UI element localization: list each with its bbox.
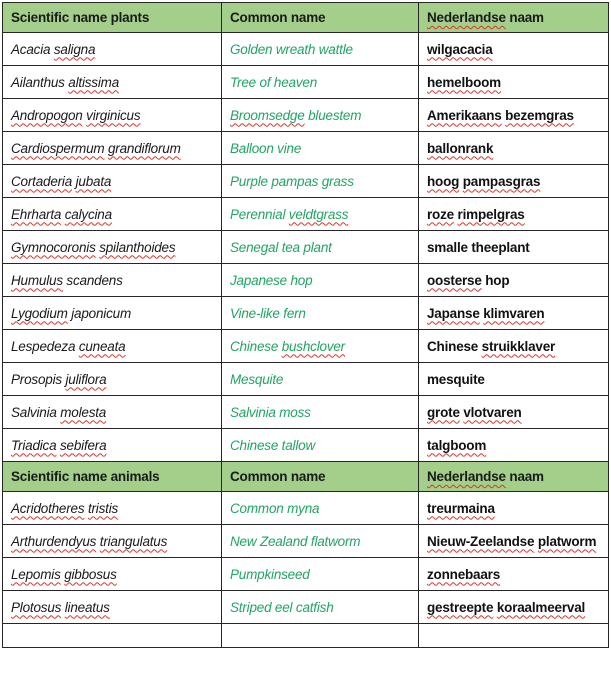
misspelled-word: hemelboom bbox=[427, 74, 501, 90]
misspelled-word: struikklaver bbox=[481, 338, 556, 354]
animals-row-4 bbox=[3, 591, 609, 624]
plants-row-8 bbox=[3, 264, 609, 297]
plants-row-3 bbox=[3, 99, 609, 132]
cell-common[interactable] bbox=[222, 297, 419, 330]
text-segment: mesquite bbox=[427, 371, 485, 387]
cell-common[interactable] bbox=[222, 396, 419, 429]
animals-row-2 bbox=[3, 525, 609, 558]
cell-scientific[interactable] bbox=[3, 66, 222, 99]
misspelled-word: Japanse bbox=[427, 305, 480, 321]
cell-scientific[interactable] bbox=[3, 165, 222, 198]
plants-header-row bbox=[3, 3, 609, 33]
misspelled-word: juliflora bbox=[65, 371, 107, 387]
misspelled-word: Andropogon bbox=[11, 107, 83, 123]
cell-common[interactable] bbox=[222, 66, 419, 99]
misspelled-word: hoog bbox=[427, 173, 460, 189]
cell-common[interactable] bbox=[222, 558, 419, 591]
text-segment: Perennial bbox=[230, 206, 289, 222]
cell-common[interactable] bbox=[222, 429, 419, 462]
misspelled-word: Arthurdendyus bbox=[11, 533, 97, 549]
text-segment: Lespedeza bbox=[11, 338, 79, 354]
cell-common[interactable] bbox=[222, 525, 419, 558]
cell-scientific[interactable] bbox=[3, 330, 222, 363]
cell-scientific[interactable] bbox=[3, 198, 222, 231]
cell-dutch[interactable] bbox=[419, 264, 609, 297]
animals-row-3 bbox=[3, 558, 609, 591]
plants-row-13 bbox=[3, 429, 609, 462]
misspelled-word: vlotvaren bbox=[463, 404, 522, 420]
text-segment: Japanese hop bbox=[230, 272, 313, 288]
misspelled-word: Cardiospermum bbox=[11, 140, 105, 156]
empty-cell-scientific[interactable] bbox=[3, 624, 222, 648]
text-segment: Golden wreath wattle bbox=[230, 41, 353, 57]
empty-cell-common[interactable] bbox=[222, 624, 419, 648]
cell-dutch[interactable] bbox=[419, 33, 609, 66]
plants-row-1 bbox=[3, 33, 609, 66]
text-segment: Balloon vine bbox=[230, 140, 302, 156]
cell-dutch[interactable] bbox=[419, 492, 609, 525]
misspelled-word: spilanthoides bbox=[99, 239, 176, 255]
cell-common[interactable] bbox=[222, 99, 419, 132]
cell-common[interactable] bbox=[222, 492, 419, 525]
cell-scientific[interactable] bbox=[3, 492, 222, 525]
misspelled-word: talgboom bbox=[427, 437, 487, 453]
misspelled-word: jubata bbox=[75, 173, 112, 189]
text-segment: Salvinia moss bbox=[230, 404, 311, 420]
plants-header-cell-dutch[interactable] bbox=[419, 3, 609, 33]
text-segment: Mesquite bbox=[230, 371, 284, 387]
misspelled-word: calycina bbox=[64, 206, 112, 222]
cell-common[interactable] bbox=[222, 363, 419, 396]
text-segment: Tree of heaven bbox=[230, 74, 318, 90]
plants-row-6 bbox=[3, 198, 609, 231]
misspelled-word: Nieuw-Zeelandse bbox=[427, 533, 535, 549]
plants-row-5 bbox=[3, 165, 609, 198]
cell-dutch[interactable] bbox=[419, 396, 609, 429]
invasive-species-table bbox=[2, 2, 609, 648]
text-segment: Acacia bbox=[11, 41, 54, 57]
cell-common[interactable] bbox=[222, 231, 419, 264]
text-segment: japonicum bbox=[67, 305, 131, 321]
misspelled-word: bezemgras bbox=[505, 107, 574, 123]
misspelled-word: Gymnocoronis bbox=[11, 239, 96, 255]
text-segment: naam bbox=[505, 469, 544, 484]
cell-scientific[interactable] bbox=[3, 231, 222, 264]
plants-row-9 bbox=[3, 297, 609, 330]
text-segment: Chinese bbox=[230, 338, 282, 354]
misspelled-word: Nederlandse bbox=[427, 469, 506, 484]
text-segment: Common name bbox=[230, 10, 326, 25]
misspelled-word: molesta bbox=[60, 404, 107, 420]
cell-common[interactable] bbox=[222, 165, 419, 198]
cell-dutch[interactable] bbox=[419, 363, 609, 396]
text-segment: Prosopis bbox=[11, 371, 66, 387]
misspelled-word: sebifera bbox=[59, 437, 107, 453]
cell-scientific[interactable] bbox=[3, 33, 222, 66]
animals-header-cell-dutch[interactable] bbox=[419, 462, 609, 492]
misspelled-word: Humulus bbox=[11, 272, 63, 288]
text-segment: Common myna bbox=[230, 500, 320, 516]
misspelled-word: gestreepte bbox=[427, 599, 494, 615]
cell-dutch[interactable] bbox=[419, 165, 609, 198]
cell-common[interactable] bbox=[222, 132, 419, 165]
text-segment: Senegal tea plant bbox=[230, 239, 332, 255]
misspelled-word: pampasgras bbox=[462, 173, 541, 189]
cell-scientific[interactable] bbox=[3, 132, 222, 165]
cell-dutch[interactable] bbox=[419, 525, 609, 558]
plants-row-11 bbox=[3, 363, 609, 396]
misspelled-word: Triadica bbox=[11, 437, 57, 453]
misspelled-word: veldtgrass bbox=[288, 206, 349, 222]
cell-scientific[interactable] bbox=[3, 558, 222, 591]
text-segment: scandens bbox=[62, 272, 123, 288]
text-segment: Pumpkinseed bbox=[230, 566, 310, 582]
text-segment: Chinese bbox=[427, 338, 482, 354]
text-segment: naam bbox=[505, 10, 544, 25]
misspelled-word: Lygodium bbox=[11, 305, 68, 321]
plants-header-cell-common[interactable] bbox=[222, 3, 419, 33]
cell-dutch[interactable] bbox=[419, 99, 609, 132]
text-segment: Scientific name animals bbox=[11, 469, 160, 484]
animals-row-1 bbox=[3, 492, 609, 525]
misspelled-word: Cortaderia bbox=[11, 173, 73, 189]
plants-row-7 bbox=[3, 231, 609, 264]
misspelled-word: klimvaren bbox=[483, 305, 545, 321]
partial-empty-row bbox=[3, 624, 609, 648]
text-segment: Vine-like fern bbox=[230, 305, 306, 321]
misspelled-word: platworm bbox=[537, 533, 597, 549]
cell-dutch[interactable] bbox=[419, 132, 609, 165]
cell-dutch[interactable] bbox=[419, 198, 609, 231]
cell-dutch[interactable] bbox=[419, 330, 609, 363]
cell-dutch[interactable] bbox=[419, 591, 609, 624]
cell-scientific[interactable] bbox=[3, 591, 222, 624]
text-segment: Common name bbox=[230, 469, 326, 484]
text-segment: New Zealand flatworm bbox=[230, 533, 361, 549]
text-segment: Chinese tallow bbox=[230, 437, 315, 453]
cell-scientific[interactable] bbox=[3, 264, 222, 297]
misspelled-word: oosterse bbox=[427, 272, 482, 288]
misspelled-word: Plotosus bbox=[11, 599, 62, 615]
animals-header-row bbox=[3, 462, 609, 492]
misspelled-word: Acridotheres bbox=[11, 500, 85, 516]
misspelled-word: ballonrank bbox=[427, 140, 494, 156]
misspelled-word: triangulatus bbox=[99, 533, 168, 549]
cell-scientific[interactable] bbox=[3, 297, 222, 330]
misspelled-word: treurmaina bbox=[427, 500, 495, 516]
text-segment: Striped eel catfish bbox=[230, 599, 334, 615]
misspelled-word: zonnebaars bbox=[427, 566, 501, 582]
cell-dutch[interactable] bbox=[419, 231, 609, 264]
plants-header-cell-scientific[interactable] bbox=[3, 3, 222, 33]
misspelled-word: tristis bbox=[87, 500, 119, 516]
misspelled-word: Broomsedge bbox=[230, 107, 305, 123]
misspelled-word: grandiflorum bbox=[108, 140, 181, 156]
plants-row-4 bbox=[3, 132, 609, 165]
misspelled-word: cuneata bbox=[78, 338, 126, 354]
misspelled-word: altissima bbox=[68, 74, 120, 90]
text-segment: Scientific name plants bbox=[11, 10, 150, 25]
misspelled-word: Nederlandse bbox=[427, 10, 506, 25]
cell-common[interactable] bbox=[222, 264, 419, 297]
text-segment: Purple pampas grass bbox=[230, 173, 354, 189]
misspelled-word: koraalmeerval bbox=[496, 599, 586, 615]
misspelled-word: wilgacacia bbox=[427, 41, 493, 57]
cell-dutch[interactable] bbox=[419, 558, 609, 591]
text-segment: bluestem bbox=[304, 107, 362, 123]
cell-scientific[interactable] bbox=[3, 99, 222, 132]
plants-row-2 bbox=[3, 66, 609, 99]
misspelled-word: Ehrharta bbox=[11, 206, 62, 222]
animals-header-cell-scientific[interactable] bbox=[3, 462, 222, 492]
cell-scientific[interactable] bbox=[3, 429, 222, 462]
animals-header-cell-common[interactable] bbox=[222, 462, 419, 492]
misspelled-word: saligna bbox=[53, 41, 96, 57]
cell-dutch[interactable] bbox=[419, 429, 609, 462]
misspelled-word: roze bbox=[427, 206, 454, 222]
misspelled-word: Lepomis bbox=[11, 566, 61, 582]
misspelled-word: gibbosus bbox=[64, 566, 117, 582]
plants-row-12 bbox=[3, 396, 609, 429]
cell-scientific[interactable] bbox=[3, 363, 222, 396]
misspelled-word: bushclover bbox=[281, 338, 345, 354]
cell-dutch[interactable] bbox=[419, 297, 609, 330]
cell-dutch[interactable] bbox=[419, 66, 609, 99]
cell-common[interactable] bbox=[222, 330, 419, 363]
misspelled-word: rimpelgras bbox=[457, 206, 525, 222]
misspelled-word: virginicus bbox=[86, 107, 141, 123]
text-segment: smalle theeplant bbox=[427, 239, 530, 255]
misspelled-word: Amerikaans bbox=[427, 107, 502, 123]
cell-common[interactable] bbox=[222, 33, 419, 66]
text-segment: Salvinia bbox=[11, 404, 61, 420]
text-segment: Ailanthus bbox=[11, 74, 69, 90]
cell-common[interactable] bbox=[222, 198, 419, 231]
cell-scientific[interactable] bbox=[3, 525, 222, 558]
misspelled-word: grote bbox=[427, 404, 460, 420]
cell-common[interactable] bbox=[222, 591, 419, 624]
plants-row-10 bbox=[3, 330, 609, 363]
empty-cell-dutch[interactable] bbox=[419, 624, 609, 648]
misspelled-word: lineatus bbox=[64, 599, 110, 615]
text-segment: hop bbox=[481, 272, 510, 288]
cell-scientific[interactable] bbox=[3, 396, 222, 429]
